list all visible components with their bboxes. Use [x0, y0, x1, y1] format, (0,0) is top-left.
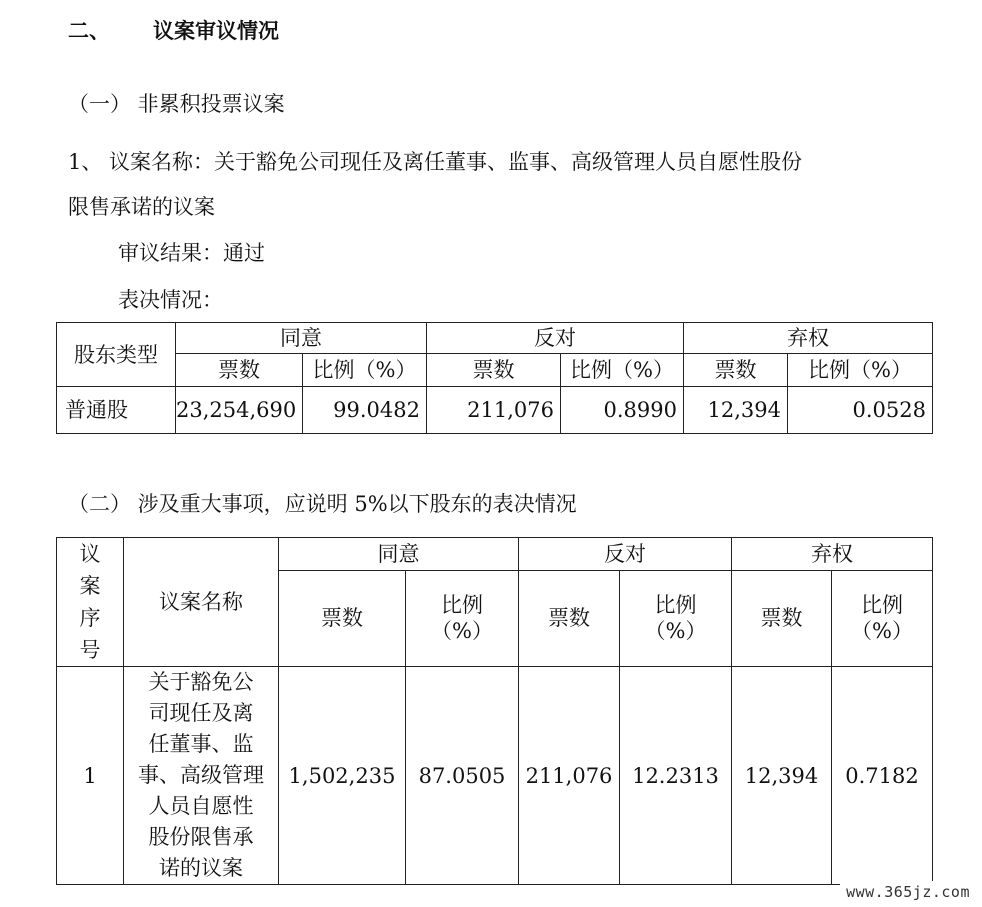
- table-row: [57, 667, 933, 885]
- review-result: 审议结果：通过: [118, 241, 265, 265]
- cell-abstain-ratio: 0.7182: [832, 667, 933, 885]
- header-against-votes: 票数: [519, 570, 620, 667]
- vote-table-2: [56, 537, 933, 885]
- header-proposal-name: 议案名称: [124, 538, 279, 667]
- header-abstain-ratio: 比例（%）: [788, 354, 933, 387]
- header-agree-votes: 票数: [279, 570, 406, 667]
- header-agree-votes: 票数: [176, 354, 303, 387]
- cell-share-type: 普通股: [57, 387, 176, 434]
- header-seq: [57, 538, 124, 667]
- cell-abstain-votes: 12,394: [732, 667, 832, 885]
- part2-heading: （二） 涉及重大事项，应说明 5%以下股东的表决情况: [68, 492, 577, 516]
- vote-table-1: [56, 322, 933, 434]
- part1-heading: （一） 非累积投票议案: [68, 92, 285, 116]
- cell-proposal-name: [124, 667, 279, 885]
- header-abstain-ratio: [832, 570, 933, 667]
- header-shareholder-type: 股东类型: [57, 323, 176, 387]
- header-against: 反对: [519, 538, 732, 571]
- cell-agree-votes: 1,502,235: [279, 667, 406, 885]
- proposal-name-line: 关于豁免公: [148, 670, 254, 694]
- site-watermark: www.365jz.com: [840, 881, 976, 903]
- header-against-votes: 票数: [427, 354, 561, 387]
- header-seq-char: 序: [79, 606, 101, 630]
- item-name-line1: 1、 议案名称：关于豁免公司现任及离任董事、监事、高级管理人员自愿性股份: [68, 150, 803, 174]
- section-title: 议案审议情况: [153, 19, 279, 43]
- proposal-name-line: 诺的议案: [159, 856, 243, 880]
- header-seq-char: 议: [79, 542, 101, 566]
- cell-against-ratio: 12.2313: [620, 667, 732, 885]
- ratio-unit: （%）: [431, 619, 493, 644]
- header-agree: 同意: [279, 538, 519, 571]
- header-abstain: 弃权: [684, 323, 933, 354]
- cell-agree-ratio: 99.0482: [303, 387, 427, 434]
- proposal-name-line: 人员自愿性: [148, 794, 254, 818]
- header-against-ratio: 比例（%）: [561, 354, 684, 387]
- proposal-name-line: 事、高级管理: [138, 763, 264, 787]
- proposal-name-line: 司现任及离: [148, 701, 254, 725]
- ratio-unit: （%）: [851, 619, 913, 644]
- ratio-label: 比例: [654, 593, 697, 618]
- table-row: [57, 387, 933, 434]
- header-seq-char: 案: [79, 574, 101, 598]
- ratio-label: 比例: [441, 593, 483, 618]
- header-agree-ratio: [406, 570, 519, 667]
- proposal-name-line: 任董事、监: [148, 732, 254, 756]
- cell-agree-ratio: 87.0505: [406, 667, 519, 885]
- vote-label: 表决情况：: [118, 288, 223, 312]
- cell-seq: 1: [57, 667, 124, 885]
- header-seq-char: 号: [79, 638, 101, 662]
- ratio-unit: （%）: [644, 619, 707, 644]
- cell-against-ratio: 0.8990: [561, 387, 684, 434]
- header-agree-ratio: 比例（%）: [303, 354, 427, 387]
- header-against: 反对: [427, 323, 684, 354]
- ratio-label: 比例: [861, 593, 903, 618]
- header-against-ratio: [620, 570, 732, 667]
- cell-against-votes: 211,076: [519, 667, 620, 885]
- header-abstain: 弃权: [732, 538, 933, 571]
- header-abstain-votes: 票数: [732, 570, 832, 667]
- item-name-line2: 限售承诺的议案: [68, 195, 215, 219]
- header-agree: 同意: [176, 323, 427, 354]
- proposal-name-line: 股份限售承: [148, 825, 254, 849]
- section-number: 二、: [68, 19, 110, 43]
- cell-abstain-ratio: 0.0528: [788, 387, 933, 434]
- cell-agree-votes: 23,254,690: [176, 387, 303, 434]
- cell-abstain-votes: 12,394: [684, 387, 788, 434]
- cell-against-votes: 211,076: [427, 387, 561, 434]
- header-abstain-votes: 票数: [684, 354, 788, 387]
